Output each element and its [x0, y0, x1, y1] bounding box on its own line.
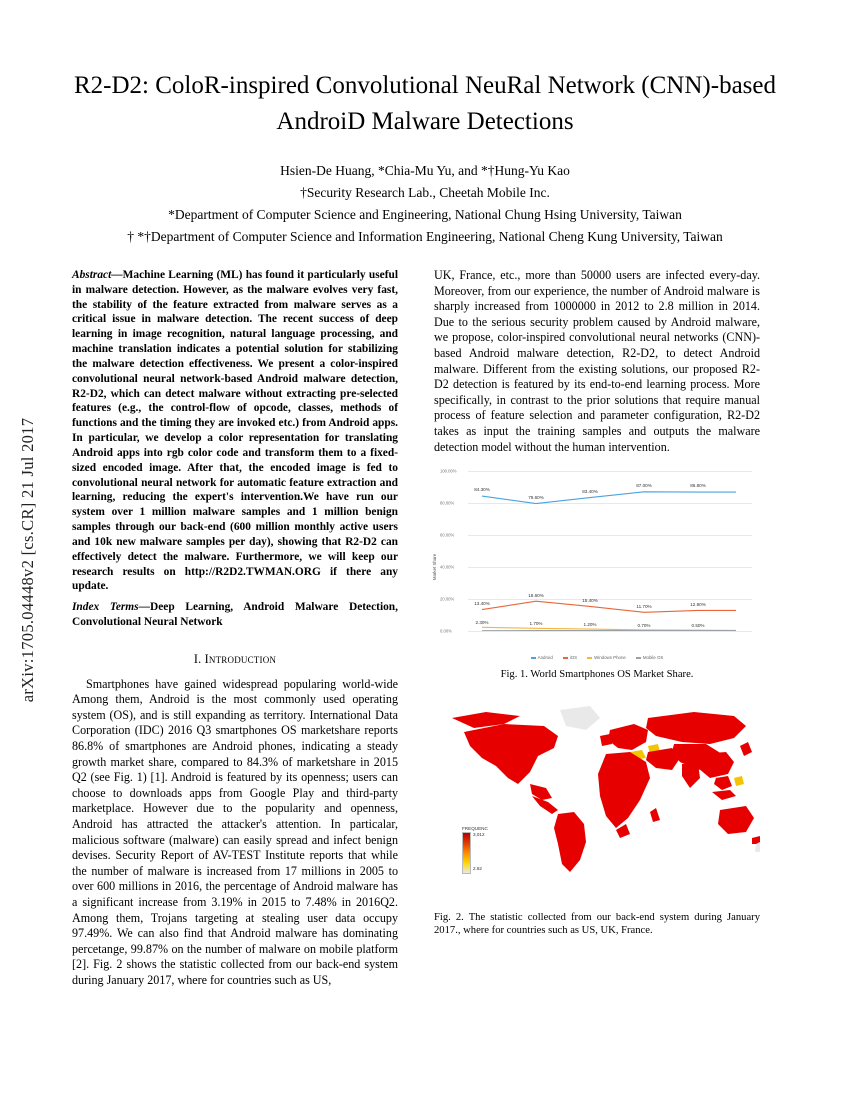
chart-legend-item: Mobile OS — [636, 655, 664, 661]
chart-legend-item: Android — [531, 655, 553, 661]
author-line-4: † *†Department of Computer Science and Information Engineering, National Cheng Kung University, Taiwan — [127, 228, 723, 244]
chart-ytick: 80.00% — [440, 500, 455, 506]
author-block — [64, 160, 786, 247]
chart-ytick: 20.00% — [440, 596, 455, 602]
map-legend-title: FREQUENC — [462, 825, 488, 831]
chart-data-label: 12.90% — [690, 602, 706, 608]
map-legend — [462, 826, 502, 874]
world-map — [434, 692, 760, 904]
figure-2 — [434, 692, 760, 938]
chart-ytick: 100.00% — [440, 468, 457, 474]
intro-paragraph-1: Smartphones have gained widespread popularing world-wide Among them, Android is the most commonly used operating system (OS), and is still expanding as territory. International Data Corporation (IDC) 2016 Q3 smartphones OS marketshare reports 86.8% of smartphones are Android phones, indicating a steady growth market share, compared to 84.3% of marketshare in 2015 Q2 (see Fig. 1) [1]. Android is featured by its openness; users can choose to downloads apps from Google Play and third-party marketplace. However due to the popularity and openness, Android has attracted the attacker's attention. In particalar, malicious software (malware) can easily spread and infect benign devises. Security Report of AV-TEST Institute reports that while the number of malware is increased from 17 millions in 2005 to over 600 millions in 2016, the percentage of Android malware has a significant increase from 3.19% in 2015 to 7.48% in 2016Q2. Among them, Trojans targeting at stealing user data occupy 97.49%. We can also find that Android malware has dominating percetange, 99.87% on the number of malware on mobile platform [2]. Fig. 2 shows the statistic collected from our back-end system during January 2017, where for countries such as US, — [72, 676, 398, 987]
chart-y-axis-label: Market Share — [432, 553, 437, 581]
chart-ytick: 60.00% — [440, 532, 455, 538]
chart-data-label: 0.70% — [637, 623, 651, 629]
page-title: R2-D2: ColoR-inspired Convolutional NeuRal Network (CNN)-based AndroiD Malware Detections — [74, 72, 776, 135]
chart-data-label: 15.40% — [582, 598, 598, 604]
chart-legend — [434, 655, 760, 661]
author-line-1: Hsien-De Huang, *Chia-Mu Yu, and *†Hung-Yu Kao — [280, 163, 570, 178]
arxiv-stamp: arXiv:1705.04448v2 [cs.CR] 21 Jul 2017 — [18, 417, 37, 703]
figure-1 — [434, 465, 760, 681]
index-terms-text: Deep Learning, Android Malware Detection, Convolutional Neural Network — [72, 601, 398, 629]
chart-data-label: 86.80% — [690, 483, 706, 489]
figure-1-caption: Fig. 1. World Smartphones OS Market Share. — [500, 669, 694, 681]
chart-data-label: 1.70% — [529, 621, 543, 627]
left-column — [72, 268, 398, 988]
map-legend-max: 3,012 — [473, 831, 485, 837]
chart-data-label: 11.70% — [636, 604, 652, 610]
chart-data-label: 2.30% — [475, 620, 489, 626]
chart-gridline — [468, 631, 752, 632]
chart-ytick: 0.00% — [440, 628, 452, 634]
index-terms-lead: Index Terms— — [72, 601, 150, 614]
intro-paragraph-2: UK, France, etc., more than 50000 users are infected every-day. Moreover, from our experience, the number of Android malware is sharply increased from 1000000 in 2012 to 2.8 million in 2014. Due to the serious security problem caused by Android malware, we propose, color-inspired convolutional neural networks (CNN)-based Android malware detection, R2-D2, to detect Android malware. Different from the existing solutions, our proposed R2-D2 detection is featured by its end-to-end learning process. More specifically, in contrast to the prior solutions that require manual process of feature selection and parameter configuration, R2-D2 takes as input the training samples and outputs the malware detection model without the human intervention. — [434, 268, 760, 454]
index-terms — [72, 600, 398, 630]
chart-data-label: 1.20% — [583, 622, 597, 628]
section-heading-introduction: I. Introduction — [193, 651, 277, 666]
chart-legend-item: iOS — [563, 655, 577, 661]
chart-data-label: 84.30% — [474, 487, 490, 493]
right-column — [434, 268, 760, 937]
figure-2-caption: Fig. 2. The statistic collected from our back-end system during January 2017., where for countries such as US, UK, France. — [434, 911, 760, 937]
chart-data-label: 87.00% — [636, 483, 652, 489]
chart-legend-item: Windows Phone — [587, 655, 626, 661]
chart-data-label: 0.50% — [691, 623, 705, 629]
chart-series-svg — [468, 471, 752, 631]
chart-data-label: 18.60% — [528, 593, 544, 599]
abstract-text: Machine Learning (ML) has found it particularly useful in malware detection. However, as the malware evolves very fast, the stability of the feature extracted from malware serves as a critical issue in malware detection. The recent success of deep learning in image recognition, natural language processing, and machine translation indicates a potential solution for stabilizing the malware detection effectiveness. We present a color-inspired convolutional neural network-based Android malware detection, R2-D2, which can detect malware without extracting pre-selected features (e.g., the control-flow of opcode, classes, methods of functions and the timing they are invoked etc.) from Android apps. In particular, we develop a color representation for translating Android apps into rgb color code and transform them to a fixed-sized encoded image. After that, the encoded image is fed to convolutional neural network for automatic feature extraction and learning, reducing the expert's intervention.We have run our system over 1 million malware samples and 1 million benign samples through our back-end (600 million monthly active users and 10k new malware samples per day), showing that R2-D2 can effectively detect the malware. Furthermore, we will keep our research results on http://R2D2.TWMAN.ORG if there any update. — [72, 269, 398, 593]
map-legend-gradient — [462, 832, 471, 874]
title-block — [64, 68, 786, 139]
abstract — [72, 268, 398, 594]
market-share-chart — [434, 465, 760, 661]
chart-data-label: 13.40% — [474, 601, 490, 607]
chart-data-label: 79.60% — [528, 495, 544, 501]
abstract-lead: Abstract— — [72, 269, 123, 281]
chart-plot-area — [468, 471, 752, 635]
author-line-3: *Department of Computer Science and Engineering, National Chung Hsing University, Taiwan — [168, 206, 682, 222]
chart-data-label: 83.40% — [582, 489, 598, 495]
chart-ytick: 40.00% — [440, 564, 455, 570]
author-line-2: †Security Research Lab., Cheetah Mobile Inc. — [300, 184, 550, 200]
map-legend-min: 2.82 — [473, 865, 482, 871]
